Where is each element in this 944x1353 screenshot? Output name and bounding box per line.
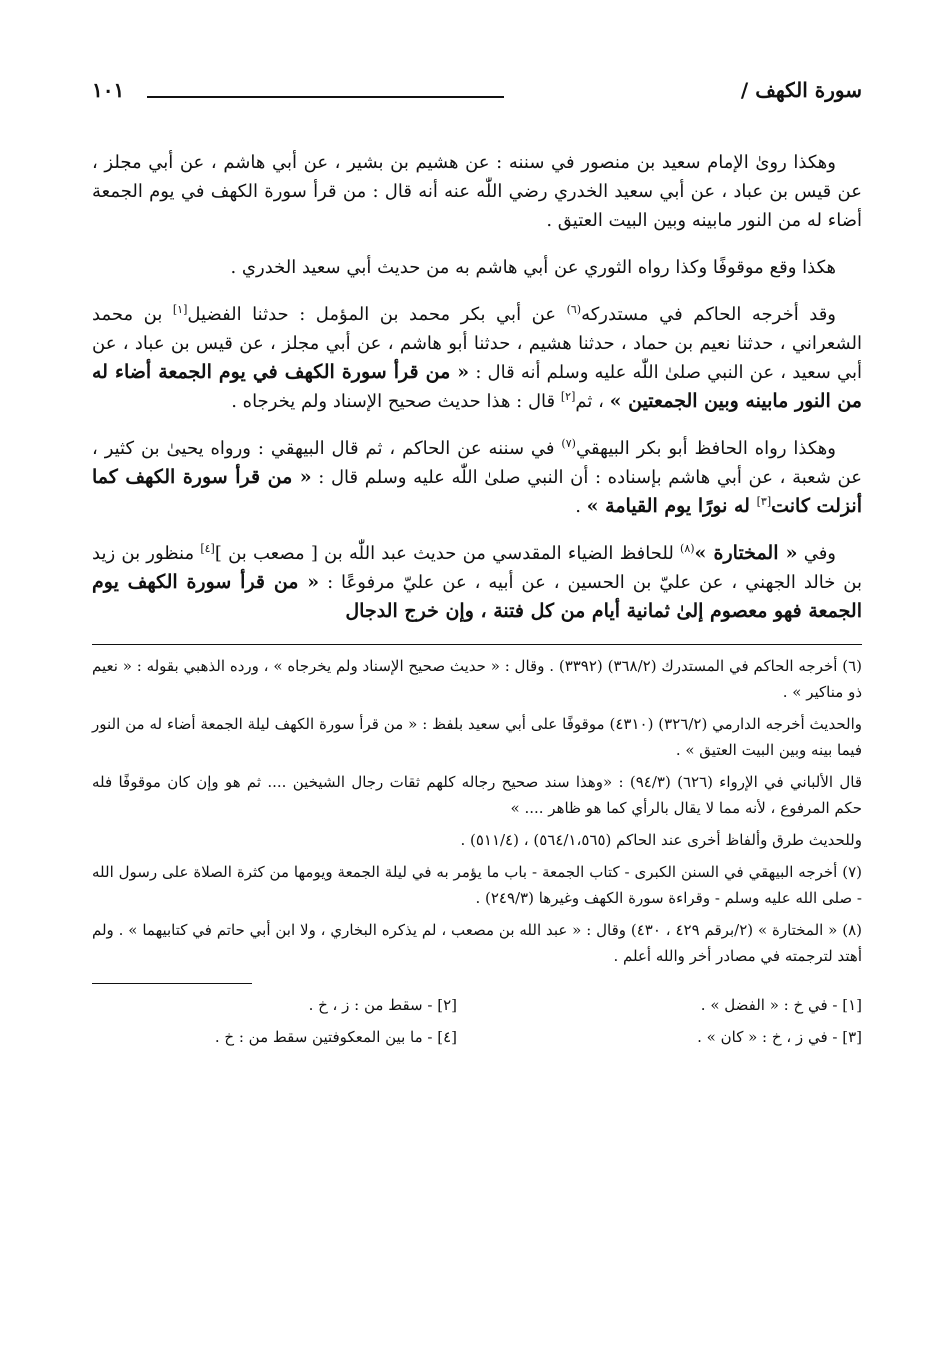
footnote-ref: (٧) — [561, 437, 576, 450]
book-page — [92, 70, 862, 1050]
footnote-6-continued: والحديث أخرجه الدارمي (٣٢٦/٢) (٤٣١٠) موقوفًا على أبي سعيد بلفظ : « من قرأ سورة الكهف ليلة الجمعة أضاء له من النور فيما بينه وبين البيت العتيق » . — [92, 715, 862, 759]
variant-ref: [٣] — [756, 495, 772, 508]
text-run: للحافظ الضياء المقدسي من حديث عبد اللّٰه بن [ مصعب بن ] — [214, 543, 681, 564]
paragraph-4 — [92, 434, 862, 521]
footnote-ref: (٦) — [566, 303, 582, 316]
variant-3: [٣] - في ز ، خ : « كان » . — [697, 1028, 862, 1046]
footnote-separator — [92, 644, 862, 645]
text-run: عن أبي بكر محمد بن المؤمل : حدثنا الفضيل — [187, 304, 567, 325]
paragraph-2 — [92, 253, 862, 282]
text-run: وقد أخرجه الحاكم في مستدركه — [581, 304, 836, 325]
variants-separator — [92, 983, 252, 984]
paragraph-1 — [92, 148, 862, 235]
text-run: بن محمد الشعراني ، حدثنا نعيم بن حماد ، حدثنا هشيم ، حدثنا أبو هاشم ، عن أبي مجلز ، عن قيس بن عباد ، عن أبي سعيد ، عن النبي صلىٰ اللّٰه عليه وسلم أنه قال : — [92, 304, 862, 383]
text-run: منظور بن زيد بن خالد الجهني ، عن عليّ بن الحسين ، عن أبيه ، عن عليّ مرفوعًا : — [92, 543, 862, 593]
paragraph-5 — [92, 539, 862, 626]
hadith-quote: « من قرأ سورة الكهف كما أنزلت كانت — [92, 466, 862, 517]
book-title: « المختارة » — [694, 542, 798, 564]
footnote-6-continued: وللحديث طرق وألفاظ أخرى عند الحاكم (٥٦٤/١،٥٦٥) ، (٥١١/٤) . — [460, 831, 862, 849]
text-run: قال : هذا حديث صحيح الإسناد ولم يخرجاه . — [231, 391, 561, 412]
variant-4: [٤] - ما بين المعكوفتين سقط من : خ . — [214, 1028, 457, 1046]
hadith-quote: « من قرأ سورة الكهف يوم الجمعة فهو معصوم إلىٰ ثمانية أيام من كل فتنة ، وإن خرج الدجال — [92, 571, 862, 622]
paragraph-3 — [92, 300, 862, 416]
footnote-6-continued: قال الألباني في الإرواء (٦٢٦) (٩٤/٣) : «وهذا سند صحيح رجاله كلهم ثقات رجال الشيخين .... ثم هو وإن كان موقوفًا فله حكم المرفوع ، لأنه مما لا يقال بالرأي كما هو ظاهر .... » — [92, 773, 863, 817]
variant-ref: [١] — [172, 303, 188, 316]
paragraph-text: هكذا وقع موقوفًا وكذا رواه الثوري عن أبي هاشم به من حديث أبي سعيد الخدري . — [230, 257, 836, 278]
hadith-quote: « من قرأ سورة الكهف في يوم الجمعة أضاء له من النور مابينه وبين الجمعتين » — [92, 361, 862, 412]
text-run: وهكذا رواه الحافظ أبو بكر البيهقي — [575, 438, 836, 459]
footnote-ref: (٨) — [680, 542, 695, 555]
manuscript-variants — [92, 992, 862, 1050]
text-run: . — [575, 496, 587, 517]
footnotes — [92, 653, 862, 969]
page-number: ١٠١ — [92, 78, 125, 102]
main-text — [92, 148, 862, 626]
variant-ref: [٢] — [560, 390, 576, 403]
footnote-7: (٧) أخرجه البيهقي في السنن الكبرى - كتاب الجمعة - باب ما يؤمر به في ليلة الجمعة ويومها من كثرة الصلاة على رسول الله - صلى الله عليه وسلم - وقراءة سورة الكهف وغيرها (٢٤٩/٣) . — [92, 863, 862, 907]
text-run: في سننه عن الحاكم ، ثم قال البيهقي : ورواه يحيىٰ بن كثير ، عن شعبة ، عن أبي هاشم بإسناده : أن النبي صلىٰ اللّٰه عليه وسلم قال : — [92, 438, 862, 488]
running-header — [92, 70, 862, 114]
variant-2: [٢] - سقط من : ز ، خ . — [308, 996, 457, 1014]
variant-1: [١] - في خ : « الفضل » . — [700, 996, 862, 1014]
chapter-title: سورة الكهف / — [740, 78, 862, 102]
footnote-6: (٦) أخرجه الحاكم في المستدرك (٣٦٨/٢) (٣٣٩٢) . وقال : « حديث صحيح الإسناد ولم يخرجاه » ، ورده الذهبي بقوله : « نعيم ذو مناكير » . — [92, 657, 862, 701]
variant-ref: [٤] — [200, 542, 215, 555]
text-run: ، ثم — [575, 391, 610, 412]
footnote-8: (٨) « المختارة » (٢/برقم ٤٢٩ ، ٤٣٠) وقال : « عبد الله بن مصعب ، لم يذكره البخاري ، ولا ابن أبي حاتم في كتابيهما » . ولم أهتد لترجمته في مصادر أخر والله أعلم . — [92, 921, 862, 965]
text-run: وفي — [797, 543, 836, 564]
paragraph-text: وهكذا روىٰ الإمام سعيد بن منصور في سننه : عن هشيم بن بشير ، عن أبي هاشم ، عن أبي مجلز ، عن قيس بن عباد ، عن أبي سعيد الخدري رضي اللّٰه عنه أنه قال : من قرأ سورة الكهف في يوم الجمعة أضاء له من النور مابينه وبين البيت العتيق . — [92, 152, 862, 231]
header-rule — [147, 96, 504, 98]
hadith-quote: له نورًا يوم القيامة » — [586, 495, 757, 517]
